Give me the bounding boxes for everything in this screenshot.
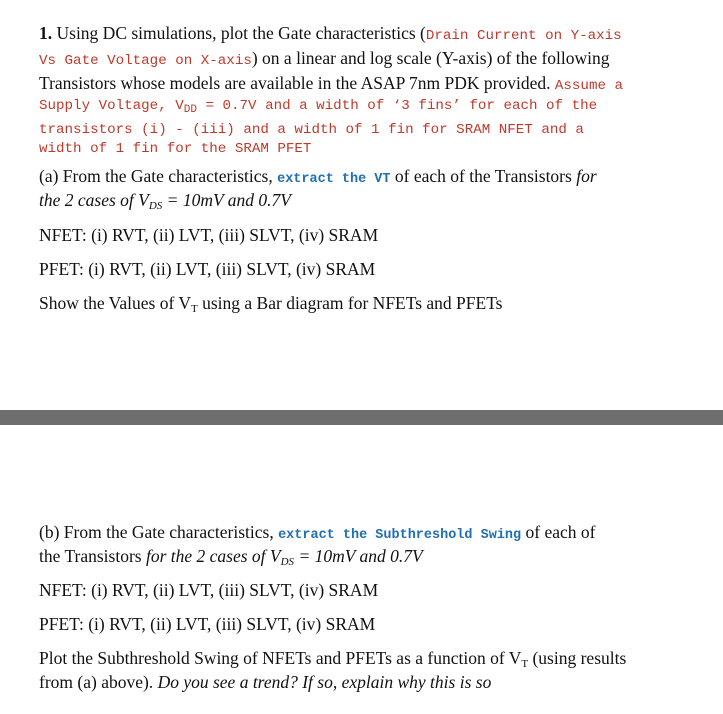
part-b-line-2: the Transistors for the 2 cases of $V_{DS} = 10mV$ and 0.7V [39,546,423,568]
part-a-nfet-list: NFET: (i) RVT, (ii) LVT, (iii) SLVT, (iv) SRAM [39,225,379,245]
q1-line-4: Supply Voltage, $V_{DD} = 0.7V$ and a width of ‘3 fins’ for each of the [39,98,598,116]
question-1 [39,22,679,160]
page-divider [0,410,723,425]
q1-line-6: width of 1 fin for the SRAM PFET [39,141,312,157]
q1-line-3: Transistors whose models are available in the ASAP 7nm PDK provided. Assume a [39,73,624,94]
part-b-line-1: (b) From the Gate characteristics, extract the Subthreshold Swing of each of [39,522,596,543]
part-b-nfet-list: NFET: (i) RVT, (ii) LVT, (iii) SLVT, (iv) SRAM [39,580,379,600]
part-a-pfet-list: PFET: (i) RVT, (ii) LVT, (iii) SLVT, (iv) SRAM [39,259,376,279]
part-b-pfet-list: PFET: (i) RVT, (ii) LVT, (iii) SLVT, (iv) SRAM [39,614,376,634]
q1-line-5: transistors (i) - (iii) and a width of 1 fin for SRAM NFET and a [39,121,584,138]
part-b-plot-swing: Plot the Subthreshold Swing of NFETs and PFETs as a function of $V_T$ (using results [39,648,627,670]
part-a-show-values: Show the Values of $V_T$ using a Bar diagram for NFETs and PFETs [39,293,503,315]
question-number: 1. [39,23,53,43]
part-a-line-1: (a) From the Gate characteristics, extract the VT of each of the Transistors for [39,166,597,187]
part-a-line-2: the 2 cases of $V_{DS} = 10mV$ and 0.7V [39,190,291,212]
q1-line-2: Vs Gate Voltage on X-axis) on a linear and log scale (Y-axis) of the following [39,48,610,69]
q1-line-1: 1. Using DC simulations, plot the Gate characteristics (Drain Current on Y-axis [39,23,622,44]
part-b-trend-question: from (a) above). Do you see a trend? If so, explain why this is so [39,672,492,692]
